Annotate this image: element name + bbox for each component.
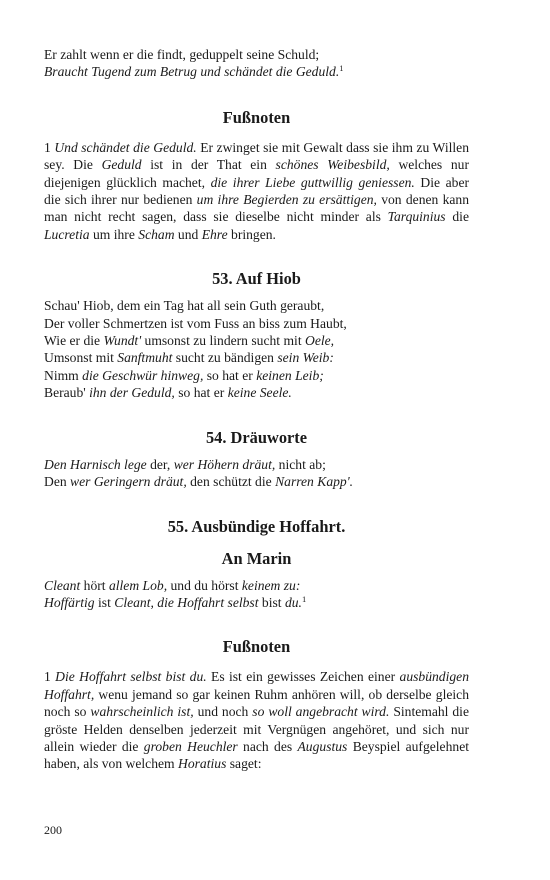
text: der, xyxy=(146,456,174,472)
poem-title: 54. Dräuworte xyxy=(205,427,308,447)
italic-text: Die Hoffahrt selbst bist du. xyxy=(55,669,207,685)
section-heading-footnotes: Fußnoten xyxy=(222,107,291,127)
verse-opening xyxy=(44,46,469,81)
verse-line xyxy=(44,367,469,384)
italic-text: schönes Weibesbild, xyxy=(275,157,390,173)
footnote-paragraph xyxy=(44,668,469,772)
poem-53 xyxy=(44,297,469,401)
italic-text: groben Heuchler xyxy=(143,738,238,754)
verse-line xyxy=(44,473,469,490)
text: um ihre xyxy=(89,226,139,242)
text: Es ist ein gewisses Zeichen einer xyxy=(206,669,400,685)
italic-text: keine Seele. xyxy=(227,385,292,401)
italic-text: Augustus xyxy=(297,738,348,754)
text: nicht ab; xyxy=(275,456,326,472)
section-heading-footnotes: Fußnoten xyxy=(222,637,291,657)
italic-text: sein Weib: xyxy=(277,350,334,366)
italic-text: allem Lob, xyxy=(108,577,168,593)
italic-text: Den Harnisch lege xyxy=(44,456,147,472)
italic-text: Horatius xyxy=(178,756,227,772)
italic-text: Cleant, die Hoffahrt selbst xyxy=(114,594,259,610)
italic-text: ihn der Geduld, xyxy=(89,385,175,401)
verse-line xyxy=(44,63,469,80)
footnote-number: 1 xyxy=(44,669,51,685)
text: Umsonst mit xyxy=(44,350,118,366)
text: nach des xyxy=(237,738,298,754)
italic-text: Oele, xyxy=(305,333,335,349)
italic-text: Braucht Tugend zum Betrug und schändet die Geduld. xyxy=(44,64,340,80)
text: und xyxy=(174,226,202,242)
text: bringen. xyxy=(227,226,276,242)
poem-55 xyxy=(44,577,469,612)
italic-text: Scham xyxy=(138,226,175,242)
italic-text: die Geschwür hinweg, xyxy=(82,367,204,383)
text: Sintemahl die gröste Helden denselben jederzeit mit Vergnügen angehöret, und sich nur allein wieder die xyxy=(44,704,469,754)
italic-text: keinen Leib; xyxy=(256,367,324,383)
text: ist in der That ein xyxy=(141,157,276,173)
verse-line xyxy=(44,332,469,349)
text: und noch xyxy=(193,704,253,720)
italic-text: die ihrer Liebe guttwillig geniessen. xyxy=(210,174,415,190)
poem-54 xyxy=(44,456,469,491)
text: wenu jemand so gar keinen Ruhm anhören will, ob derselbe gleich noch so xyxy=(44,686,469,720)
text: Die aber die sich ihrer nur bedienen xyxy=(44,174,469,208)
text: Beyspiel aufgelehnet haben, als von welchem xyxy=(44,738,469,772)
page-content xyxy=(44,44,469,773)
verse-line: Schau' Hiob, dem ein Tag hat all sein Guth geraubt, xyxy=(44,298,325,314)
text: saget: xyxy=(226,756,262,772)
text: Nimm xyxy=(44,367,83,383)
footnote-paragraph xyxy=(44,139,469,243)
text: Beraub' xyxy=(44,385,90,401)
text: hört xyxy=(80,577,109,593)
italic-text: Lucretia xyxy=(44,226,90,242)
italic-text: Ehre xyxy=(201,226,228,242)
verse-line: Er zahlt wenn er die findt, geduppelt seine Schuld; xyxy=(44,47,320,62)
poem-title: 53. Auf Hiob xyxy=(212,269,301,289)
italic-text: wer Geringern dräut, xyxy=(70,474,187,490)
italic-text: Tarquinius xyxy=(387,209,446,225)
italic-text: Cleant xyxy=(44,577,81,593)
footnote-number: 1 xyxy=(44,139,51,155)
text: Er zwinget sie mit Gewalt dass sie ihm zu Willen sey. Die xyxy=(44,139,469,173)
italic-text: Und schändet die Geduld. xyxy=(54,139,197,155)
italic-text: wer Höhern dräut, xyxy=(173,456,276,472)
verse-line xyxy=(44,594,469,611)
italic-text: Hoffärtig xyxy=(44,594,95,610)
italic-text: wahrscheinlich ist, xyxy=(90,704,194,720)
text: sucht zu bändigen xyxy=(172,350,278,366)
verse-line: Der voller Schmertzen ist vom Fuss an biss zum Haubt, xyxy=(44,315,347,331)
italic-text: Sanftmuht xyxy=(117,350,173,366)
text: so hat er xyxy=(174,385,228,401)
text: bist xyxy=(258,594,285,610)
text: ist xyxy=(94,594,115,610)
text: die xyxy=(445,209,469,225)
italic-text: Wundt' xyxy=(103,333,142,349)
text: umsonst zu lindern sucht mit xyxy=(141,333,305,349)
verse-line xyxy=(44,384,469,401)
italic-text: Geduld xyxy=(101,157,142,173)
text: Den xyxy=(44,474,71,490)
verse-line xyxy=(44,577,469,594)
text: von denen kann man nicht recht sagen, dass sie dieselbe nicht minder als xyxy=(44,192,470,225)
footnote-marker[interactable]: 1 xyxy=(301,593,307,604)
italic-text: keinem zu: xyxy=(241,577,301,593)
verse-line xyxy=(44,349,469,366)
poem-subtitle: An Marin xyxy=(221,548,292,568)
text: den schützt die xyxy=(186,474,276,490)
italic-text: um ihre Begierden zu ersättigen, xyxy=(196,192,377,208)
italic-text: so woll angebracht wird. xyxy=(252,704,390,720)
page-number: 200 xyxy=(44,823,62,837)
text: so hat er xyxy=(203,367,257,383)
poem-title: 55. Ausbündige Hoffahrt. xyxy=(167,516,346,536)
italic-text: Narren Kapp'. xyxy=(275,474,354,490)
footnote-marker[interactable]: 1 xyxy=(339,63,344,74)
italic-text: ausbündigen Hoffahrt, xyxy=(44,669,469,702)
text: welches nur diejenigen glücklich machet, xyxy=(44,157,469,190)
italic-text: du. xyxy=(284,594,302,610)
verse-line xyxy=(44,456,469,473)
text: und du hörst xyxy=(167,577,242,593)
text: Wie er die xyxy=(44,333,104,349)
